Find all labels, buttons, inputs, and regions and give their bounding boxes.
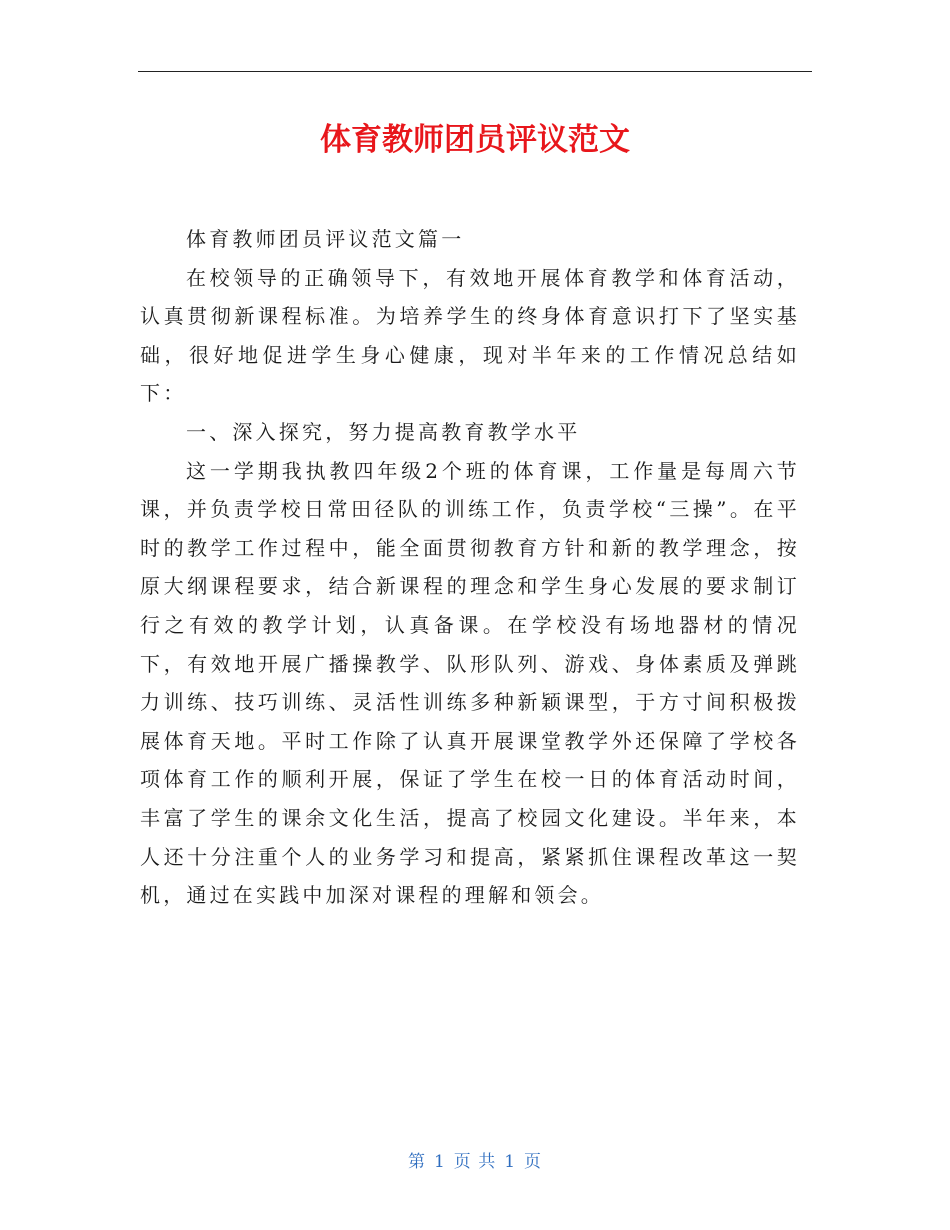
page-label-suffix: 页	[524, 1152, 543, 1172]
body-paragraph: 在校领导的正确领导下，有效地开展体育教学和体育活动，认真贯彻新课程标准。为培养学生的终身体育意识打下了坚实基础，很好地促进学生身心健康，现对半年来的工作情况总结如下：	[140, 265, 800, 406]
total-pages: 1	[504, 1152, 517, 1172]
page-footer	[0, 1150, 950, 1174]
document-body	[140, 220, 800, 915]
page-label-mid: 页 共	[453, 1152, 497, 1172]
body-paragraph: 这一学期我执教四年级2个班的体育课，工作量是每周六节课，并负责学校日常田径队的训练工作，负责学校“三操”。在平时的教学工作过程中，能全面贯彻教育方针和新的教学理念，按原大纲课程要求，结合新课程的理念和学生身心发展的要求制订行之有效的教学计划，认真备课。在学校没有场地器材的情况下，有效地开展广播操教学、队形队列、游戏、身体素质及弹跳力训练、技巧训练、灵活性训练多种新颖课型，于方寸间积极拨展体育天地。平时工作除了认真开展课堂教学外还保障了学校各项体育工作的顺利开展，保证了学生在校一日的体育活动时间，丰富了学生的课余文化生活，提高了校园文化建设。半年来，本人还十分注重个人的业务学习和提高，紧紧抓住课程改革这一契机，通过在实践中加深对课程的理解和领会。	[140, 458, 800, 908]
document-title: 体育教师团员评议范文	[320, 122, 630, 158]
header-rule	[138, 71, 812, 72]
page-number: 1	[433, 1152, 446, 1172]
page-label-prefix: 第	[407, 1152, 426, 1172]
section-heading: 一、深入探究，努力提高教育教学水平	[186, 419, 581, 444]
section-heading: 体育教师团员评议范文篇一	[186, 227, 465, 251]
